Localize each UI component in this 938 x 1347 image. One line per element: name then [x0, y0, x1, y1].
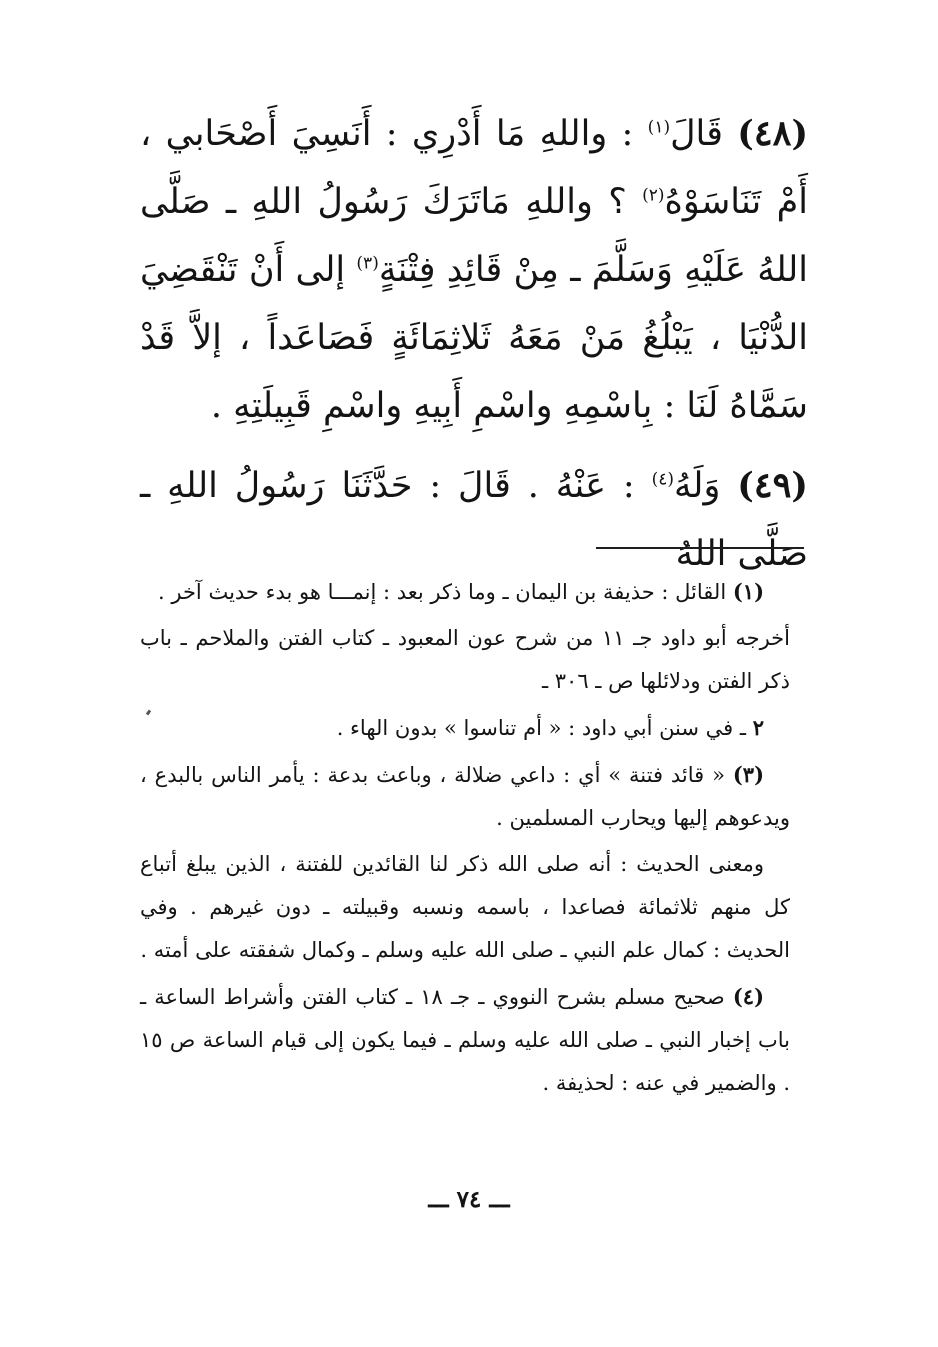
footnote-text: « قائد فتنة » أي : داعي ضلالة ، وباعث بدعة : يأمر الناس بالبدع ، ويدعوهم إليها ويحارب المسلمين .	[140, 763, 790, 830]
footnote-ref[interactable]: (٤)	[651, 469, 675, 490]
hadith-49	[140, 452, 808, 588]
footnote-3-meaning	[140, 843, 790, 972]
footnote-number: ٢	[752, 715, 764, 740]
main-text	[140, 100, 808, 588]
footnote-text: صحيح مسلم بشرح النووي ـ جـ ١٨ ـ كتاب الفتن وأشراط الساعة ـ باب إخبار النبي ـ صلى الله عليه وسلم ـ فيما يكون إلى قيام الساعة ص ١٥ . والضمير في عنه : لحذيفة .	[140, 985, 790, 1095]
hadith-text: وَلَهُ	[674, 466, 738, 506]
footnotes	[140, 570, 790, 1108]
footnote-1-source	[140, 617, 790, 703]
hadith-48	[140, 100, 808, 440]
footnote-3	[140, 753, 790, 840]
footnote-text: ومعنى الحديث : أنه صلى الله ذكر لنا القائدين للفتنة ، الذين يبلغ أتباع كل منهم ثلاثمائة فصاعدا ، باسمه ونسبه وقبيلته ـ دون غيرهم . وفي الحديث : كمال علم النبي ـ صلى الله عليه وسلم ـ وكمال شفقته على أمته .	[140, 852, 790, 962]
footnote-number: (٣)	[732, 762, 764, 787]
hadith-text: : واللهِ مَا أَدْرِي : أَنَسِيَ أَصْحَابي ، أَمْ تَنَاسَوْهُ	[140, 114, 808, 222]
hadith-text: قَالَ	[670, 114, 738, 154]
footnote-text: أخرجه أبو داود جـ ١١ من شرح عون المعبود ـ كتاب الفتن والملاحم ـ باب ذكر الفتن ودلائلها ص ـ ٣٠٦ ـ	[140, 626, 790, 693]
footnote-ref[interactable]: (١)	[647, 117, 671, 138]
page-number: ـــ ٧٤ ـــ	[428, 1186, 510, 1213]
footnote-ref[interactable]: (٢)	[642, 185, 665, 206]
hadith-text: : عَنْهُ . قَالَ : حَدَّثَنَا رَسُولُ اللهِ ـ صَلَّى اللهُ	[140, 466, 808, 574]
footnote-text: القائل : حذيفة بن اليمان ـ وما ذكر بعد : إنمـــا هو بدء حديث آخر .	[158, 580, 733, 604]
footnote-number: (٤)	[732, 984, 765, 1009]
footnote-2	[140, 706, 790, 750]
footnote-number: (١)	[732, 579, 764, 604]
footnote-separator	[596, 547, 804, 549]
hadith-text: ؟ واللهِ مَاتَرَكَ رَسُولُ اللهِ ـ صَلَّى اللهُ عَلَيْهِ وَسَلَّمَ ـ مِنْ قَائِدِ فِتْنَةٍ	[140, 182, 808, 290]
hadith-number: (٤٨)	[737, 113, 808, 154]
hadith-text: إلى أَنْ تَنْقَضِيَ الدُّنْيَا ، يَبْلُغُ مَنْ مَعَهُ ثَلاثِمَائَةٍ فَصَاعَداً ، إلاَّ قَدْ سَمَّاهُ لَنَا : بِاسْمِهِ واسْمِ أَبِيهِ واسْمِ قَبِيلَتِهِ .	[140, 250, 808, 426]
footnote-1	[140, 570, 790, 614]
footnote-4	[140, 975, 790, 1105]
hadith-number: (٤٩)	[737, 465, 808, 506]
footnote-ref[interactable]: (٣)	[356, 253, 379, 274]
footnote-text: ـ في سنن أبي داود : « أم تناسوا » بدون الهاء .	[336, 716, 753, 740]
